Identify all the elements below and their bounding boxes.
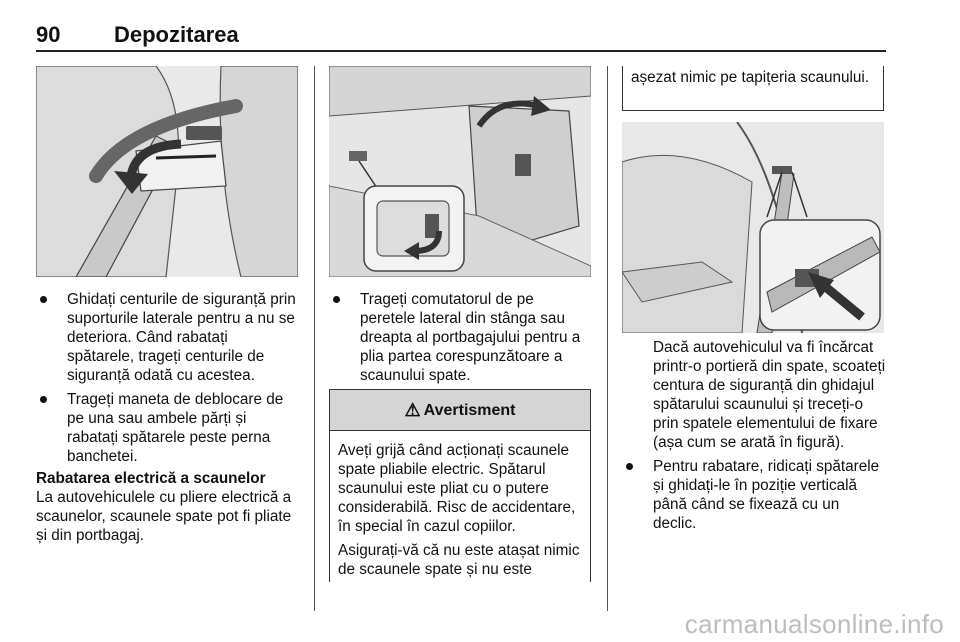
- figure-seatbelt-guide: [622, 122, 884, 333]
- bullet-dot-icon: [333, 296, 340, 303]
- warning-body: [330, 431, 590, 579]
- bullet-text: Pentru rabatare, ridicați spătarele și ghidați-le în poziție verticală până când se fixează cu un declic.: [653, 458, 880, 532]
- bullet-dot-icon: [40, 296, 47, 303]
- page-title: Depozitarea: [114, 22, 239, 47]
- figure-seatbelt-release: [36, 66, 298, 277]
- bullet-dot-icon: [40, 396, 47, 403]
- warning-triangle-icon: ⚠: [404, 399, 421, 420]
- warning-box: [329, 389, 591, 582]
- warning-continued-text: așezat nimic pe tapițeria scaunului.: [631, 69, 870, 86]
- warning-paragraph: Asigurați-vă că nu este atașat nimic de scaunele spate și nu este: [338, 542, 580, 578]
- section-subheading: Rabatarea electrică a scaunelor: [36, 470, 266, 487]
- column-divider-left: [314, 66, 315, 611]
- bullet-item: [36, 290, 298, 385]
- bullet-text: Trageți maneta de deblocare de pe una sau ambele părți și rabatați spătarele peste perna banchetei.: [67, 391, 284, 465]
- watermark-text: carmanualsonline.info: [684, 609, 944, 639]
- column-2-text: [329, 290, 591, 385]
- page-number: 90: [36, 22, 61, 47]
- bullet-item: [329, 290, 591, 385]
- warning-box-continued: [622, 66, 884, 111]
- warning-paragraph: Aveți grijă când acționați scaunele spate pliabile electric. Spătarul scaunului este pliat cu o putere considerabilă. Risc de accidentare, în special în cazul copiilor.: [338, 442, 576, 535]
- bullet-item: [622, 457, 886, 533]
- body-paragraph: Dacă autovehiculul va fi încărcat printr-o portieră din spate, scoateți centura de siguranță din ghidajul spătarului scaunului și treceți-o prin spatele elementului de fixare (așa cum se arată în figură).: [653, 339, 886, 451]
- warning-header: [330, 390, 590, 431]
- column-1-text: [36, 290, 298, 545]
- bullet-text: Trageți comutatorul de pe peretele lateral din stânga sau dreapta al portbagajului pentru a plia partea corespunzătoare a scaunului spate.: [360, 291, 581, 384]
- column-3-text: [622, 338, 886, 533]
- header-rule: [36, 50, 886, 52]
- body-paragraph: La autovehiculele cu pliere electrică a scaunelor, scaunele spate pot fi pliate și din portbagaj.: [36, 489, 292, 544]
- warning-title: Avertisment: [423, 401, 516, 419]
- figure-trunk-switch: [329, 66, 591, 277]
- bullet-text: Ghidați centurile de siguranță prin suporturile laterale pentru a nu se deteriora. Când rabatați spătarele, trageți centurile de siguranță odată cu acestea.: [67, 291, 296, 384]
- bullet-dot-icon: [626, 463, 633, 470]
- bullet-item: [36, 390, 298, 466]
- column-divider-right: [607, 66, 608, 611]
